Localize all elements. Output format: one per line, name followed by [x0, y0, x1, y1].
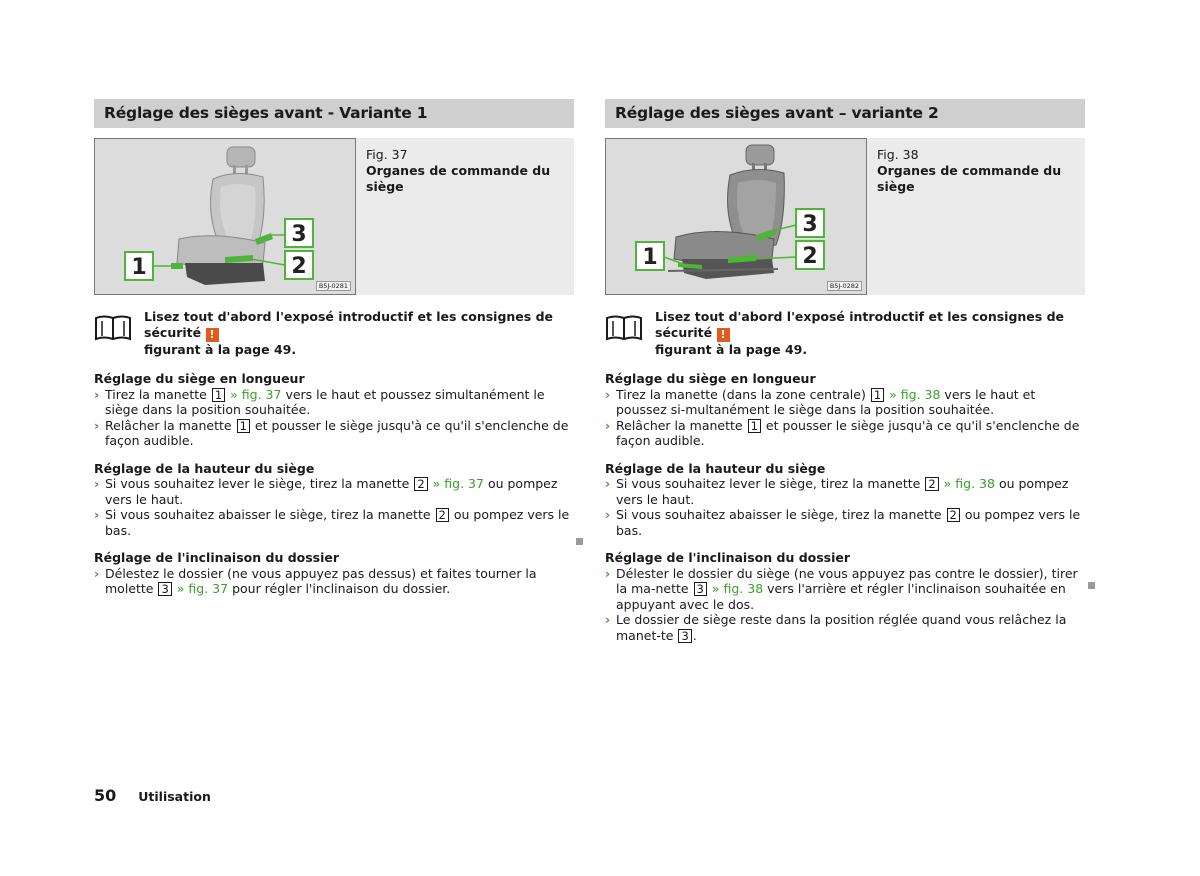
- figure-number: Fig. 38: [877, 147, 919, 162]
- figure-caption: [867, 138, 1085, 295]
- figure-row: [94, 138, 574, 295]
- section-variant-1: [94, 99, 574, 597]
- callout-2: 2: [291, 254, 307, 279]
- book-icon: [605, 312, 643, 342]
- list-item: › Si vous souhaitez lever le siège, tirez la manette 2 » fig. 38 ou pompez vers le haut.: [605, 476, 1069, 507]
- figure-code: B5J-0281: [316, 281, 351, 291]
- seat-illustration: [606, 139, 866, 294]
- figure-link[interactable]: » fig. 38: [889, 386, 941, 402]
- warning-icon: !: [206, 328, 219, 342]
- seat-illustration: [95, 139, 355, 294]
- callout-ref: 3: [678, 629, 691, 643]
- callout-ref: 1: [871, 388, 884, 402]
- safety-note-text: Lisez tout d'abord l'exposé introductif et les consignes de sécurité ! figurant à la page 49.: [655, 309, 1064, 357]
- list-item: › Le dossier de siège reste dans la position réglée quand vous relâchez la manet-te 3 .: [605, 612, 1067, 643]
- figure-link[interactable]: » fig. 38: [943, 476, 995, 491]
- callout-1: 1: [642, 245, 658, 270]
- subheading: Réglage de la hauteur du siège: [605, 460, 826, 476]
- list-item: › Si vous souhaitez abaisser le siège, tirez la manette 2 ou pompez vers le bas.: [94, 507, 570, 538]
- list-item: › Délestez le dossier (ne vous appuyez pas dessus) et faites tourner la molette 3 » fig. 37 pour régler l'inclinaison du dossier.: [94, 565, 537, 596]
- chevron-right-icon: ›: [605, 507, 611, 522]
- subheading: Réglage du siège en longueur: [605, 371, 816, 386]
- callout-ref: 1: [237, 419, 250, 433]
- chevron-right-icon: ›: [94, 476, 100, 491]
- warning-icon: !: [717, 328, 730, 342]
- callout-3: 3: [291, 222, 307, 247]
- chevron-right-icon: ›: [605, 476, 611, 491]
- figure-row: [605, 138, 1085, 295]
- page-number: 50: [94, 786, 117, 805]
- list-item: › Délester le dossier du siège (ne vous appuyez pas contre le dossier), tirer la ma-nette 3 » fig. 38 vers l'arrière et régler l'inclinaison souhaitée en appuyant avec le dos.: [605, 565, 1078, 612]
- chevron-right-icon: ›: [605, 386, 611, 402]
- callout-3: 3: [802, 212, 818, 237]
- callout-ref: 2: [436, 508, 449, 522]
- figure-number: Fig. 37: [366, 147, 408, 162]
- chevron-right-icon: ›: [605, 417, 611, 433]
- section-heading: Réglage des sièges avant – variante 2: [605, 99, 1085, 128]
- callout-ref: 3: [694, 582, 707, 596]
- book-icon: [94, 312, 132, 342]
- figure-title: Organes de commande du siège: [877, 163, 1062, 194]
- figure-link[interactable]: » fig. 37: [230, 386, 282, 402]
- section-end-marker: [576, 538, 583, 545]
- figure-link[interactable]: » fig. 37: [176, 581, 229, 596]
- chevron-right-icon: ›: [94, 565, 100, 581]
- safety-note: [605, 309, 1085, 357]
- subheading: Réglage de l'inclinaison du dossier: [605, 550, 851, 565]
- section-variant-2: [605, 99, 1085, 643]
- callout-ref: 3: [158, 582, 171, 596]
- subheading: Réglage du siège en longueur: [94, 371, 305, 386]
- figure-caption: [356, 138, 574, 295]
- chevron-right-icon: ›: [94, 507, 100, 522]
- safety-note-text: Lisez tout d'abord l'exposé introductif et les consignes de sécurité ! figurant à la page 49.: [144, 309, 553, 357]
- list-item: › Tirez la manette (dans la zone centrale) 1 » fig. 38 vers le haut et poussez si-multanément le siège dans la position souhaitée.: [605, 386, 1036, 417]
- callout-ref: 2: [414, 477, 427, 491]
- callout-ref: 1: [212, 388, 225, 402]
- section-name: Utilisation: [138, 789, 211, 804]
- callout-ref: 1: [748, 419, 761, 433]
- callout-ref: 2: [925, 477, 938, 491]
- callout-1: 1: [131, 255, 147, 280]
- list-item: › Relâcher la manette 1 et pousser le siège jusqu'à ce qu'il s'enclenche de façon audible.: [605, 417, 1080, 448]
- figure-title: Organes de commande du siège: [366, 163, 551, 194]
- callout-ref: 2: [947, 508, 960, 522]
- figure-code: B5J-0282: [827, 281, 862, 291]
- list-item: › Relâcher la manette 1 et pousser le siège jusqu'à ce qu'il s'enclenche de façon audible.: [94, 417, 569, 448]
- safety-note: [94, 309, 574, 357]
- list-item: › Si vous souhaitez lever le siège, tirez la manette 2 » fig. 37 ou pompez vers le haut.: [94, 476, 558, 507]
- list-item: › Si vous souhaitez abaisser le siège, tirez la manette 2 ou pompez vers le bas.: [605, 507, 1081, 538]
- figure-image: [605, 138, 867, 295]
- chevron-right-icon: ›: [605, 565, 611, 581]
- callout-2: 2: [802, 244, 818, 269]
- chevron-right-icon: ›: [605, 612, 611, 627]
- page-footer: [94, 786, 211, 805]
- figure-link[interactable]: » fig. 37: [432, 476, 484, 491]
- list-item: › Tirez la manette 1 » fig. 37 vers le haut et poussez simultanément le siège dans la position souhaitée.: [94, 386, 545, 417]
- subheading: Réglage de l'inclinaison du dossier: [94, 550, 340, 565]
- chevron-right-icon: ›: [94, 417, 100, 433]
- section-heading: Réglage des sièges avant - Variante 1: [94, 99, 574, 128]
- section-end-marker: [1088, 582, 1095, 589]
- figure-link[interactable]: » fig. 38: [711, 581, 764, 596]
- figure-image: [94, 138, 356, 295]
- chevron-right-icon: ›: [94, 386, 100, 402]
- subheading: Réglage de la hauteur du siège: [94, 460, 315, 476]
